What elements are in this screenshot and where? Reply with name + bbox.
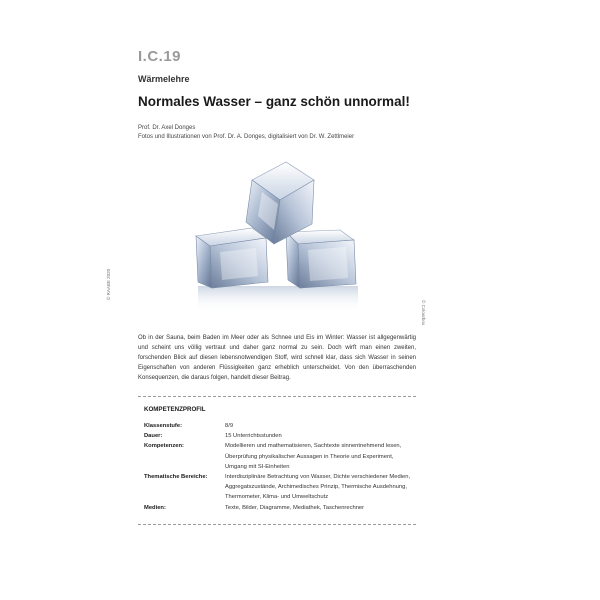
profile-row-duration	[144, 431, 414, 441]
profile-row-topics	[144, 472, 414, 503]
copyright-raabe: © RAABE 2020	[106, 268, 111, 300]
profile-label: Kompetenzen:	[144, 443, 184, 450]
profile-value: 8/9	[225, 423, 234, 429]
profile-title: KOMPETENZPROFIL	[144, 406, 206, 413]
profile-label: Medien:	[144, 504, 166, 511]
category-label: Wärmelehre	[138, 74, 190, 84]
copyright-colourbox: © Colourbox	[421, 300, 426, 326]
profile-label: Dauer:	[144, 433, 163, 440]
cube-reflection	[198, 286, 358, 312]
profile-value: Modellieren und mathematisieren, Sachtexte sinnentnehmend lesen, Überprüfung physikalischer Aussagen in Theorie und Experiment, Umgang mit SI-Einheiten	[225, 443, 402, 470]
ice-cube-left	[196, 228, 268, 288]
author-block	[138, 124, 354, 142]
profile-value: Interdisziplinäre Betrachtung von Wasser, Dichte verschiedener Medien, Aggregatszustände, Archimedisches Prinzip, Thermische Ausdehnung, Thermometer, Klima- und Umweltschutz	[225, 474, 411, 501]
ice-cubes-photo	[190, 158, 370, 318]
author-name: Prof. Dr. Axel Donges	[138, 125, 196, 131]
profile-row-media	[144, 503, 414, 513]
unit-code: I.C.19	[138, 48, 182, 65]
profile-row-competences	[144, 441, 414, 472]
ice-cube-right	[286, 230, 356, 288]
profile-value: Texte, Bilder, Diagramme, Mediathek, Taschenrechner	[225, 504, 365, 511]
profile-label: Klassenstufe:	[144, 423, 183, 429]
intro-text: Ob in der Sauna, beim Baden im Meer oder als Schnee und Eis im Winter: Wasser ist allgegenwärtig und scheint uns völlig vertraut und daher ganz normal zu sein. Doch wirft man einen zweiten, forschenden Blick auf diesen lebensnotwendigen Stoff, wird schnell klar, dass sich Wasser in seinen Eigenschaften von anderen Flüssigkeiten ganz erheblich unterscheidet. Von den überraschenden Konsequenzen, die daraus folgen, handelt dieser Beitrag.	[138, 335, 416, 381]
page-title: Normales Wasser – ganz schön unnormal!	[138, 94, 410, 109]
profile-row-grade	[144, 421, 414, 431]
profile-value: 15 Unterrichtsstunden	[225, 433, 282, 440]
competence-profile	[144, 421, 414, 513]
divider-bottom	[138, 524, 416, 525]
profile-label: Thematische Bereiche:	[144, 474, 208, 481]
credits-line: Fotos und Illustrationen von Prof. Dr. A. Donges, digitalisiert von Dr. W. Zettlmeier	[138, 134, 355, 140]
divider-top	[138, 396, 416, 397]
